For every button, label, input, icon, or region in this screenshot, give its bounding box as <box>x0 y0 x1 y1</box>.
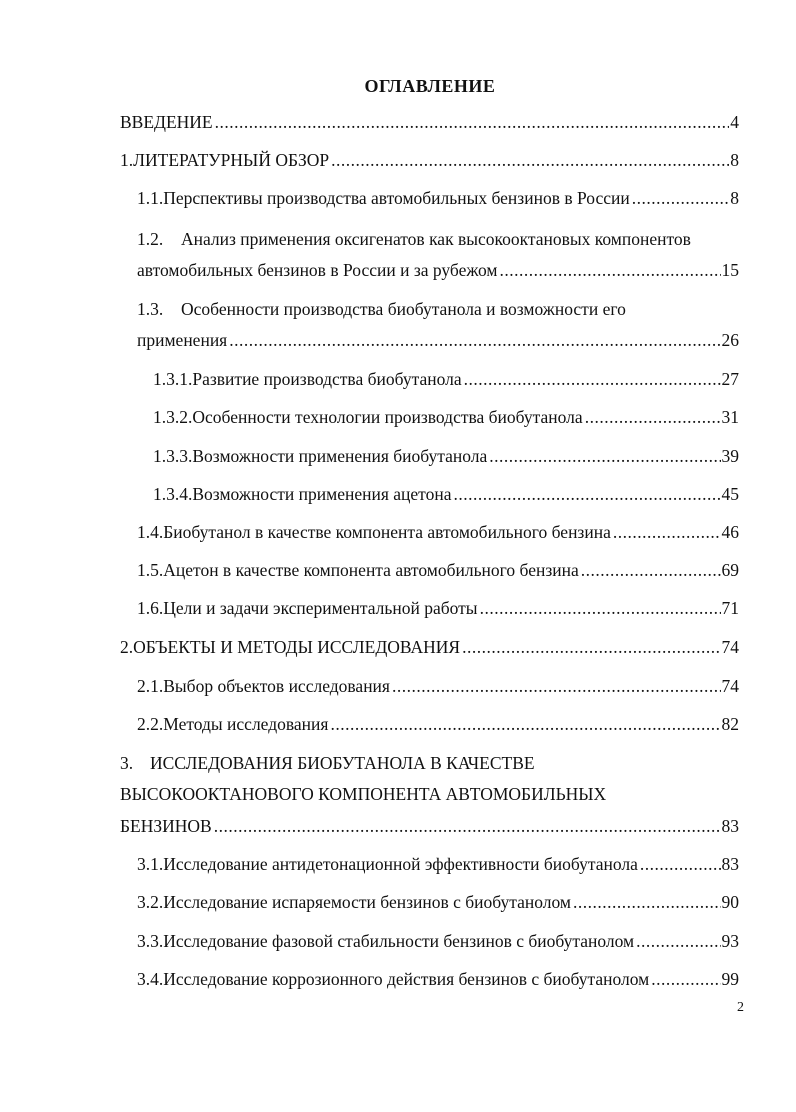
toc-entry-text: применения <box>137 330 228 350</box>
toc-entry-text: ЛИТЕРАТУРНЫЙ ОБЗОР <box>133 150 330 170</box>
dot-leader <box>464 368 721 390</box>
toc-entry-3-3[interactable] <box>137 930 739 952</box>
toc-entry-1-6[interactable] <box>137 597 739 619</box>
toc-entry-1-3-1[interactable] <box>153 368 739 390</box>
toc-entry-number: 2.2. <box>137 714 164 734</box>
toc-entry-text: Исследование фазовой стабильности бензинов с биобутанолом <box>163 931 635 951</box>
toc-entry-number: 2.1. <box>137 676 164 696</box>
toc-entry-1-5[interactable] <box>137 559 739 581</box>
toc-page-number: 26 <box>721 330 739 350</box>
toc-entry-text: Выбор объектов исследования <box>163 676 390 696</box>
toc-entry-1-4[interactable] <box>137 521 739 543</box>
toc-entry-number: 1.3.4. <box>153 484 193 504</box>
dot-leader <box>581 559 721 581</box>
toc-entry-number: 1.5. <box>137 560 164 580</box>
toc-entry-text: Исследование испаряемости бензинов с биобутанолом <box>163 892 571 912</box>
toc-entry-text: ОБЪЕКТЫ И МЕТОДЫ ИССЛЕДОВАНИЯ <box>133 637 461 657</box>
toc-page-number: 8 <box>730 150 739 170</box>
toc-entry-text: Особенности производства биобутанола и возможности его <box>181 299 626 319</box>
toc-page-number: 83 <box>721 854 739 874</box>
toc-page-number: 69 <box>721 560 739 580</box>
toc-page-number: 74 <box>721 676 739 696</box>
toc-entry-text: Методы исследования <box>163 714 329 734</box>
toc-entry-number: 1.3.1. <box>153 369 193 389</box>
toc-entry-text: ВЫСОКООКТАНОВОГО КОМПОНЕНТА АВТОМОБИЛЬНЫХ <box>120 784 607 804</box>
toc-page-number: 15 <box>721 260 739 280</box>
toc-entry-number: 3.2. <box>137 892 164 912</box>
toc-entry-2-2[interactable] <box>137 713 739 735</box>
toc-entry-number: 1.3. <box>137 299 164 319</box>
dot-leader <box>651 968 720 990</box>
toc-entry-1-3-2[interactable] <box>153 406 739 428</box>
toc-entry-text: ИССЛЕДОВАНИЯ БИОБУТАНОЛА В КАЧЕСТВЕ <box>150 753 535 773</box>
toc-entry-text: Анализ применения оксигенатов как высокооктановых компонентов <box>181 229 691 249</box>
dot-leader <box>392 675 721 697</box>
toc-entry-text: Цели и задачи экспериментальной работы <box>163 598 478 618</box>
toc-page-number: 4 <box>730 112 739 132</box>
toc-entry-text: Возможности применения ацетона <box>192 484 452 504</box>
dot-leader <box>489 445 720 467</box>
toc-entry-1-2-line1[interactable] <box>137 228 691 250</box>
toc-page-number: 83 <box>721 816 739 836</box>
dot-leader <box>640 853 721 875</box>
toc-page-number: 45 <box>721 484 739 504</box>
dot-leader <box>573 891 721 913</box>
toc-page-number: 8 <box>730 188 739 208</box>
toc-entry-text: Исследование антидетонационной эффективности биобутанола <box>163 854 638 874</box>
toc-page-number: 46 <box>721 522 739 542</box>
toc-entry-1-3-4[interactable] <box>153 483 739 505</box>
toc-entry-1-3-3[interactable] <box>153 445 739 467</box>
toc-entry-3-1[interactable] <box>137 853 739 875</box>
toc-entry-text: Особенности технологии производства биобутанола <box>192 407 583 427</box>
toc-entry-ch3[interactable] <box>120 815 739 837</box>
toc-entry-number: 1.1. <box>137 188 164 208</box>
page-number: 2 <box>737 1000 744 1015</box>
toc-entry-text: Ацетон в качестве компонента автомобильного бензина <box>163 560 579 580</box>
toc-entry-text: Биобутанол в качестве компонента автомобильного бензина <box>163 522 611 542</box>
toc-entry-number: 1.3.3. <box>153 446 193 466</box>
dot-leader <box>330 713 720 735</box>
toc-page-number: 90 <box>721 892 739 912</box>
dot-leader <box>331 149 729 171</box>
toc-title: ОГЛАВЛЕНИЕ <box>364 76 496 96</box>
toc-entry-text: Исследование коррозионного действия бензинов с биобутанолом <box>163 969 650 989</box>
toc-entry-number: 1. <box>120 150 134 170</box>
toc-page-number: 74 <box>721 637 739 657</box>
toc-page-number: 99 <box>721 969 739 989</box>
toc-entry-text: Возможности применения биобутанола <box>192 446 488 466</box>
dot-leader <box>480 597 721 619</box>
toc-entry-intro[interactable] <box>120 111 739 133</box>
toc-page-number: 82 <box>721 714 739 734</box>
toc-entry-number: 1.4. <box>137 522 164 542</box>
toc-page-number: 31 <box>721 407 739 427</box>
dot-leader <box>613 521 721 543</box>
toc-entry-number: 3. <box>120 753 134 773</box>
toc-entry-1-3-line1[interactable] <box>137 298 626 320</box>
dot-leader <box>214 815 721 837</box>
toc-entry-number: 3.3. <box>137 931 164 951</box>
toc-entry-1-3[interactable] <box>137 329 739 351</box>
dot-leader <box>500 259 721 281</box>
toc-entry-text: ВВЕДЕНИЕ <box>120 112 213 132</box>
toc-page-number: 39 <box>721 446 739 466</box>
dot-leader <box>453 483 720 505</box>
dot-leader <box>636 930 720 952</box>
toc-entry-2-1[interactable] <box>137 675 739 697</box>
toc-entry-3-4[interactable] <box>137 968 739 990</box>
toc-entry-text: Развитие производства биобутанола <box>192 369 462 389</box>
toc-entry-ch1[interactable] <box>120 149 739 171</box>
toc-entry-number: 3.1. <box>137 854 164 874</box>
toc-page-number: 27 <box>721 369 739 389</box>
toc-entry-ch3-line1[interactable] <box>120 752 535 774</box>
toc-entry-ch3-line2[interactable] <box>120 783 606 805</box>
dot-leader <box>632 187 730 209</box>
toc-entry-number: 1.2. <box>137 229 164 249</box>
dot-leader <box>215 111 730 133</box>
toc-page-number: 93 <box>721 931 739 951</box>
dot-leader <box>585 406 721 428</box>
toc-entry-text: Перспективы производства автомобильных бензинов в России <box>163 188 630 208</box>
toc-entry-text: автомобильных бензинов в России и за рубежом <box>137 260 498 280</box>
toc-entry-number: 1.6. <box>137 598 164 618</box>
toc-entry-number: 1.3.2. <box>153 407 193 427</box>
toc-entry-text: БЕНЗИНОВ <box>120 816 212 836</box>
toc-entry-1-2[interactable] <box>137 259 739 281</box>
toc-page-number: 71 <box>721 598 739 618</box>
dot-leader <box>462 636 720 658</box>
toc-entry-number: 2. <box>120 637 134 657</box>
toc-entry-ch2[interactable] <box>120 636 739 658</box>
toc-entry-1-1[interactable] <box>137 187 739 209</box>
toc-entry-3-2[interactable] <box>137 891 739 913</box>
toc-entry-number: 3.4. <box>137 969 164 989</box>
dot-leader <box>229 329 720 351</box>
